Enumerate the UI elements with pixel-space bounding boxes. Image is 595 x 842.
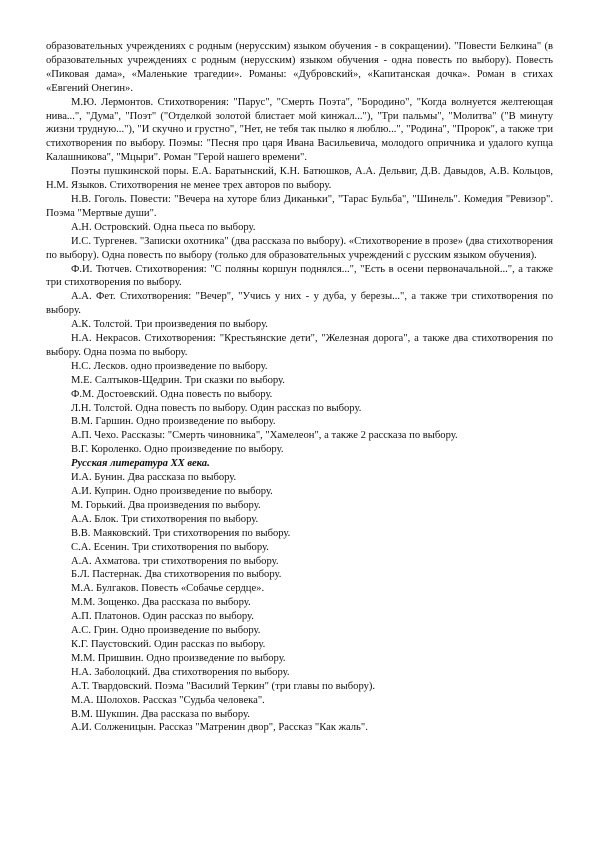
paragraph-korolenko: В.Г. Короленко. Одно произведение по выбору. xyxy=(71,444,284,456)
paragraph-bunin: И.А. Бунин. Два рассказа по выбору. xyxy=(71,472,237,484)
paragraph-sholokhov: М.А. Шолохов. Рассказ "Судьба человека". xyxy=(71,694,265,706)
paragraph-platonov: А.П. Платонов. Один рассказ по выбору. xyxy=(71,611,254,623)
paragraph-turgenev: И.С. Тургенев. "Записки охотника" (два рассказа по выбору). «Стихотворение в прозе» (два стихотворения по выбору). Одна повесть по выбору (только для образовательных учреждений с русским языком обучения). xyxy=(46,235,553,261)
paragraph-a-k-tolstoy: А.К. Толстой. Три произведения по выбору. xyxy=(71,319,268,331)
paragraph-nekrasov: Н.А. Некрасов. Стихотворения: "Крестьянские дети", "Железная дорога", а также два стихотворения по выбору. Одна поэма по выбору. xyxy=(46,333,553,358)
paragraph-pushkin-era-poets: Поэты пушкинской поры. Е.А. Баратынский, К.Н. Батюшков, А.А. Дельвиг, Д.В. Давыдов, А.В. Кольцов, Н.М. Языков. Стихотворения не менее трех авторов по выбору. xyxy=(46,166,553,192)
paragraph-fet: А.А. Фет. Стихотворения: "Вечер", "Учись у них - у дуба, у березы...", а также три стихотворения по выбору. xyxy=(46,291,553,317)
paragraph-prishvin: М.М. Пришвин. Одно произведение по выбору. xyxy=(71,652,286,664)
paragraph-paustovsky: К.Г. Паустовский. Один рассказ по выбору. xyxy=(71,638,266,650)
paragraph-leskov: Н.С. Лесков. одно произведение по выбору. xyxy=(71,360,268,372)
paragraph-solzhenitsyn: А.И. Солженицын. Рассказ "Матренин двор", Рассказ "Как жаль". xyxy=(71,722,368,734)
paragraph-grin: А.С. Грин. Одно произведение по выбору. xyxy=(71,625,261,637)
section-heading-20th-century: Русская литература XX века. xyxy=(71,458,210,470)
paragraph-pushkin-continued: образовательных учреждениях с родным (нерусским) языком обучения - в сокращении). "Повести Белкина" (в образовательных учреждениях с родным (нерусским) языком обучения - одна повесть по выбору). Повесть «Пиковая дама», «Маленькие трагедии». Романы: «Дубровский», «Капитанская дочка». Роман в стихах «Евгений Онегин». xyxy=(46,41,553,94)
paragraph-gorky: М. Горький. Два произведения по выбору. xyxy=(71,499,261,511)
paragraph-ostrovsky: А.Н. Островский. Одна пьеса по выбору. xyxy=(71,221,256,233)
paragraph-zoshchenko: М.М. Зощенко. Два рассказа по выбору. xyxy=(71,597,251,609)
paragraph-zabolotsky: Н.А. Заболоцкий. Два стихотворения по выбору. xyxy=(71,666,290,678)
paragraph-yesenin: С.А. Есенин. Три стихотворения по выбору. xyxy=(71,541,269,553)
paragraph-kuprin: А.И. Куприн. Одно произведение по выбору. xyxy=(71,486,273,497)
paragraph-pasternak: Б.Л. Пастернак. Два стихотворения по выбору. xyxy=(71,569,282,581)
document-page xyxy=(46,40,553,735)
paragraph-saltykov-shchedrin: М.Е. Салтыков-Щедрин. Три сказки по выбору. xyxy=(71,374,285,386)
paragraph-blok: А.А. Блок. Три стихотворения по выбору. xyxy=(71,513,259,525)
paragraph-tvardovsky: А.Т. Твардовский. Поэма "Василий Теркин" (три главы по выбору). xyxy=(71,680,376,692)
paragraph-l-n-tolstoy: Л.Н. Толстой. Одна повесть по выбору. Один рассказ по выбору. xyxy=(71,402,362,414)
paragraph-dostoevsky: Ф.М. Достоевский. Одна повесть по выбору. xyxy=(71,388,273,400)
paragraph-lermontov: М.Ю. Лермонтов. Стихотворения: "Парус", "Смерть Поэта", "Бородино", "Когда волнуется желтеющая нива...", "Дума", "Поэт" ("Отделкой золотой блистает мой кинжал..."), "Три пальмы", "Молитва" ("В минуту жизни трудную..."), "И скучно и грустно", "Нет, не тебя так пылко я люблю...", "Родина", "Пророк", а также три стихотворения по выбору. Поэмы: "Песня про царя Ивана Васильевича, молодого опричника и удалого купца Калашникова", "Мцыри". Роман "Герой нашего времени". xyxy=(46,96,553,164)
paragraph-mayakovsky: В.В. Маяковский. Три стихотворения по выбору. xyxy=(71,527,291,539)
paragraph-gogol: Н.В. Гоголь. Повести: "Вечера на хуторе близ Диканьки", "Тарас Бульба", "Шинель". Комедия "Ревизор". Поэма "Мертвые души". xyxy=(46,193,553,219)
paragraph-tyutchev: Ф.И. Тютчев. Стихотворения: "С поляны коршун поднялся...", "Есть в осени первоначальной...", а также три стихотворения по выбору. xyxy=(46,263,553,289)
paragraph-shukshin: В.М. Шукшин. Два рассказа по выбору. xyxy=(71,708,250,720)
paragraph-chekhov: А.П. Чехо. Рассказы: "Смерть чиновника", "Хамелеон", а также 2 рассказа по выбору. xyxy=(71,430,458,442)
paragraph-akhmatova: А.А. Ахматова. три стихотворения по выбору. xyxy=(71,555,279,567)
paragraph-bulgakov: М.А. Булгаков. Повесть «Собачье сердце». xyxy=(71,583,265,595)
paragraph-garshin: В.М. Гаршин. Одно произведение по выбору. xyxy=(71,416,276,428)
